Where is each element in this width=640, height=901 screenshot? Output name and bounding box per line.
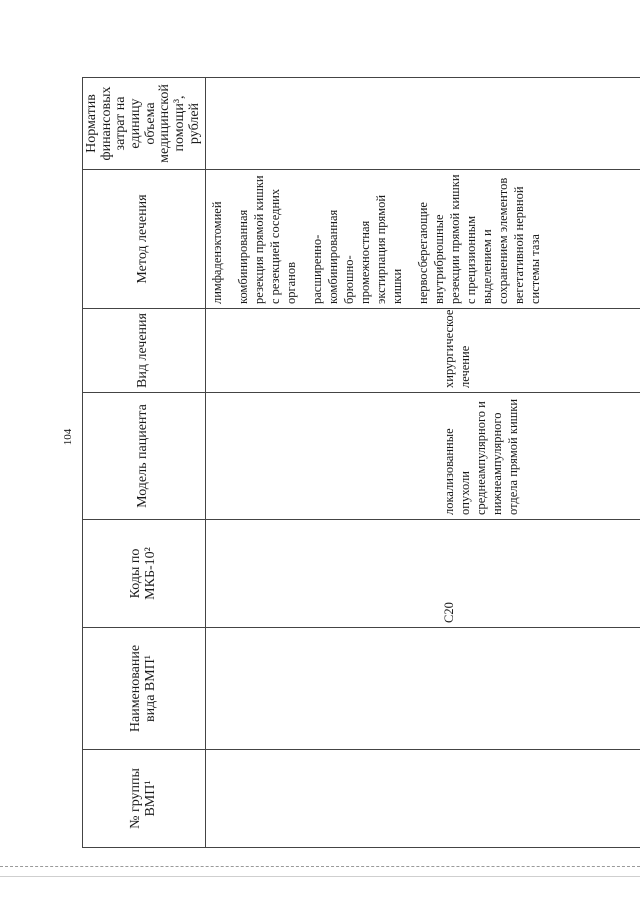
header-patient-model: Модель пациента [83, 393, 206, 520]
scan-edge-shadow [0, 876, 640, 877]
icd-code-c20: C20 [441, 602, 456, 623]
cell-treatment-type [205, 309, 640, 393]
method-extended-extirpation: расширенно-комбинированная брюшно-промежностная экстирпация прямой кишки [309, 194, 404, 304]
header-treatment-type: Вид лечения [83, 309, 206, 393]
cell-vmp-name [205, 628, 640, 750]
cell-treatment-method [205, 170, 640, 309]
method-combined-resection: комбинированная резекция прямой кишки с резекцией соседних органов [235, 175, 298, 304]
scan-edge-line [0, 866, 640, 868]
cell-patient-model [205, 393, 640, 520]
treatment-type-text: хирургическое лечение [441, 309, 472, 388]
patient-model-text: локализованные опухоли среднеампулярного и нижнеампулярного отдела прямой кишки [441, 398, 520, 515]
header-vmp-name: Наименование вида ВМП¹ [83, 628, 206, 750]
header-group-number: № группы ВМП¹ [83, 750, 206, 848]
header-icd-codes: Коды по МКБ-10² [83, 520, 206, 628]
cell-cost-standard [205, 78, 640, 170]
rotated-table-container [82, 78, 622, 848]
cell-group-number [205, 750, 640, 848]
method-nerve-sparing-resection: нервосберегающие внутрибрюшные резекции прямой кишки с прецизионным выделением и сохранением элементов вегетативной нервной системы таза [415, 174, 542, 304]
page-number: 104 [62, 428, 74, 446]
cell-icd-code [205, 520, 640, 628]
method-lymphadenectomy: лимфаденэктомией [209, 201, 224, 304]
vmp-table [82, 77, 640, 848]
header-treatment-method: Метод лечения [83, 170, 206, 309]
table-row [205, 78, 640, 848]
header-cost-standard: Норматив финансовых затрат на единицу объема медицинской помощи³, рублей [83, 78, 206, 170]
table-header-row [83, 78, 206, 848]
